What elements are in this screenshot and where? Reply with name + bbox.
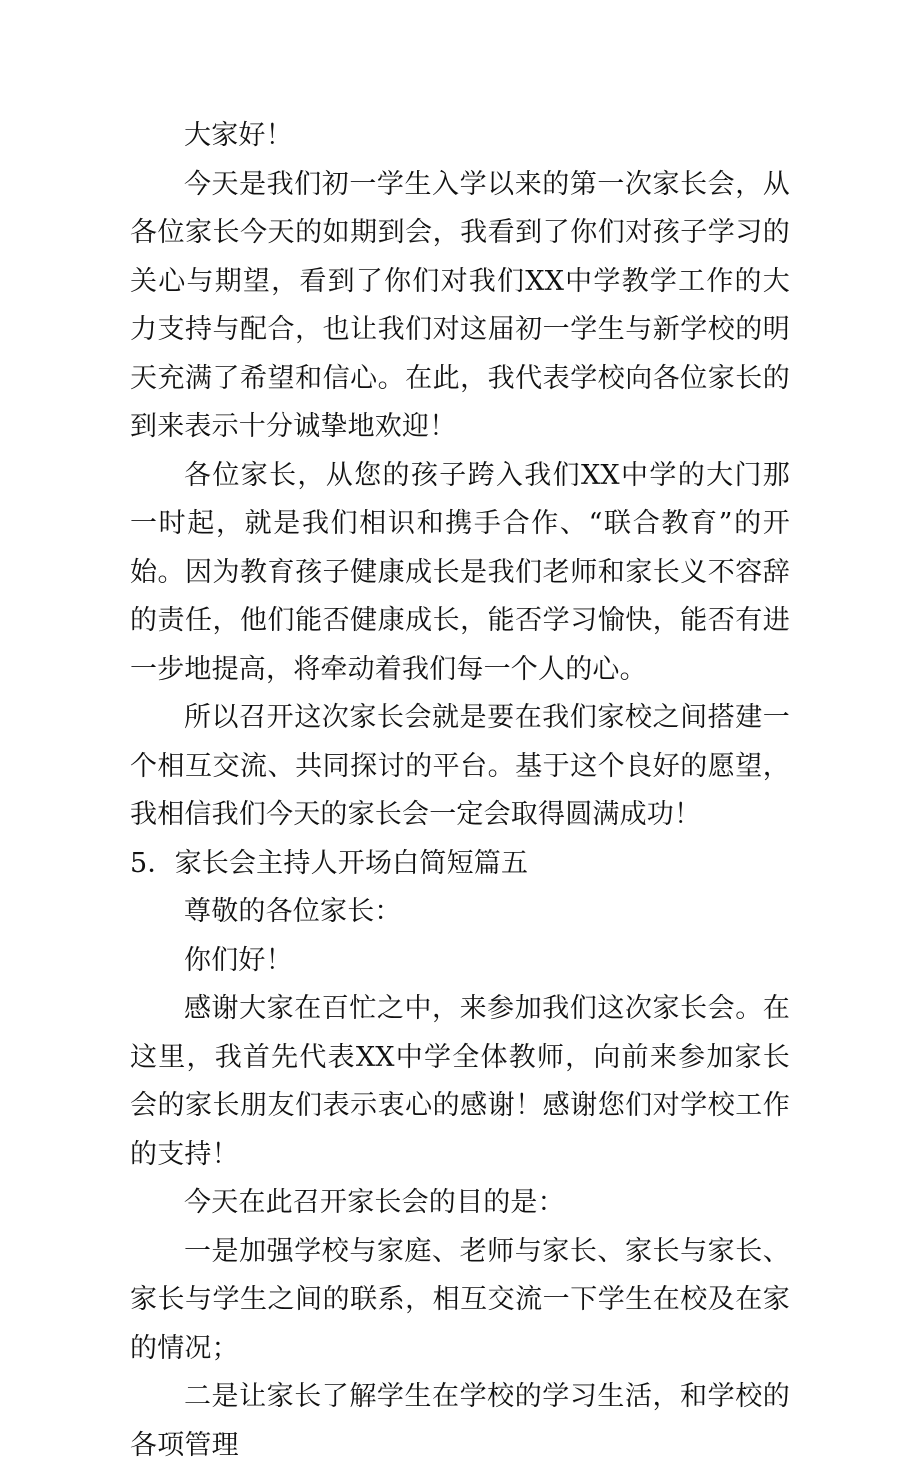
greeting-paragraph: 大家好！ bbox=[184, 120, 293, 151]
document-body bbox=[130, 112, 790, 1470]
salutation-paragraph: 尊敬的各位家长： bbox=[184, 896, 402, 927]
body-paragraph: 各位家长，从您的孩子跨入我们XX中学的大门那一时起，就是我们相识和携手合作、“联合教育”的开始。因为教育孩子健康成长是我们老师和家长义不容辞的责任，他们能否健康成长，能否学习愉快，能否有进一步地提高，将牵动着我们每一个人的心。 bbox=[130, 459, 790, 685]
greeting-paragraph: 你们好！ bbox=[184, 944, 293, 976]
body-paragraph: 今天是我们初一学生入学以来的第一次家长会，从各位家长今天的如期到会，我看到了你们对孩子学习的关心与期望，看到了你们对我们XX中学教学工作的大力支持与配合，也让我们对这届初一学生与新学校的明天充满了希望和信心。在此，我代表学校向各位家长的到来表示十分诚挚地欢迎！ bbox=[130, 168, 790, 442]
body-paragraph: 今天在此召开家长会的目的是： bbox=[184, 1187, 565, 1218]
section-heading: 5．家长会主持人开场白简短篇五 bbox=[130, 847, 529, 879]
body-paragraph: 感谢大家在百忙之中，来参加我们这次家长会。在这里，我首先代表XX中学全体教师，向前来参加家长会的家长朋友们表示衷心的感谢！感谢您们对学校工作的支持！ bbox=[130, 993, 790, 1170]
body-paragraph: 二是让家长了解学生在学校的学习生活，和学校的各项管理 bbox=[130, 1381, 790, 1461]
body-paragraph: 所以召开这次家长会就是要在我们家校之间搭建一个相互交流、共同探讨的平台。基于这个良好的愿望，我相信我们今天的家长会一定会取得圆满成功！ bbox=[130, 702, 790, 830]
body-paragraph: 一是加强学校与家庭、老师与家长、家长与家长、家长与学生之间的联系，相互交流一下学生在校及在家的情况； bbox=[130, 1235, 790, 1364]
